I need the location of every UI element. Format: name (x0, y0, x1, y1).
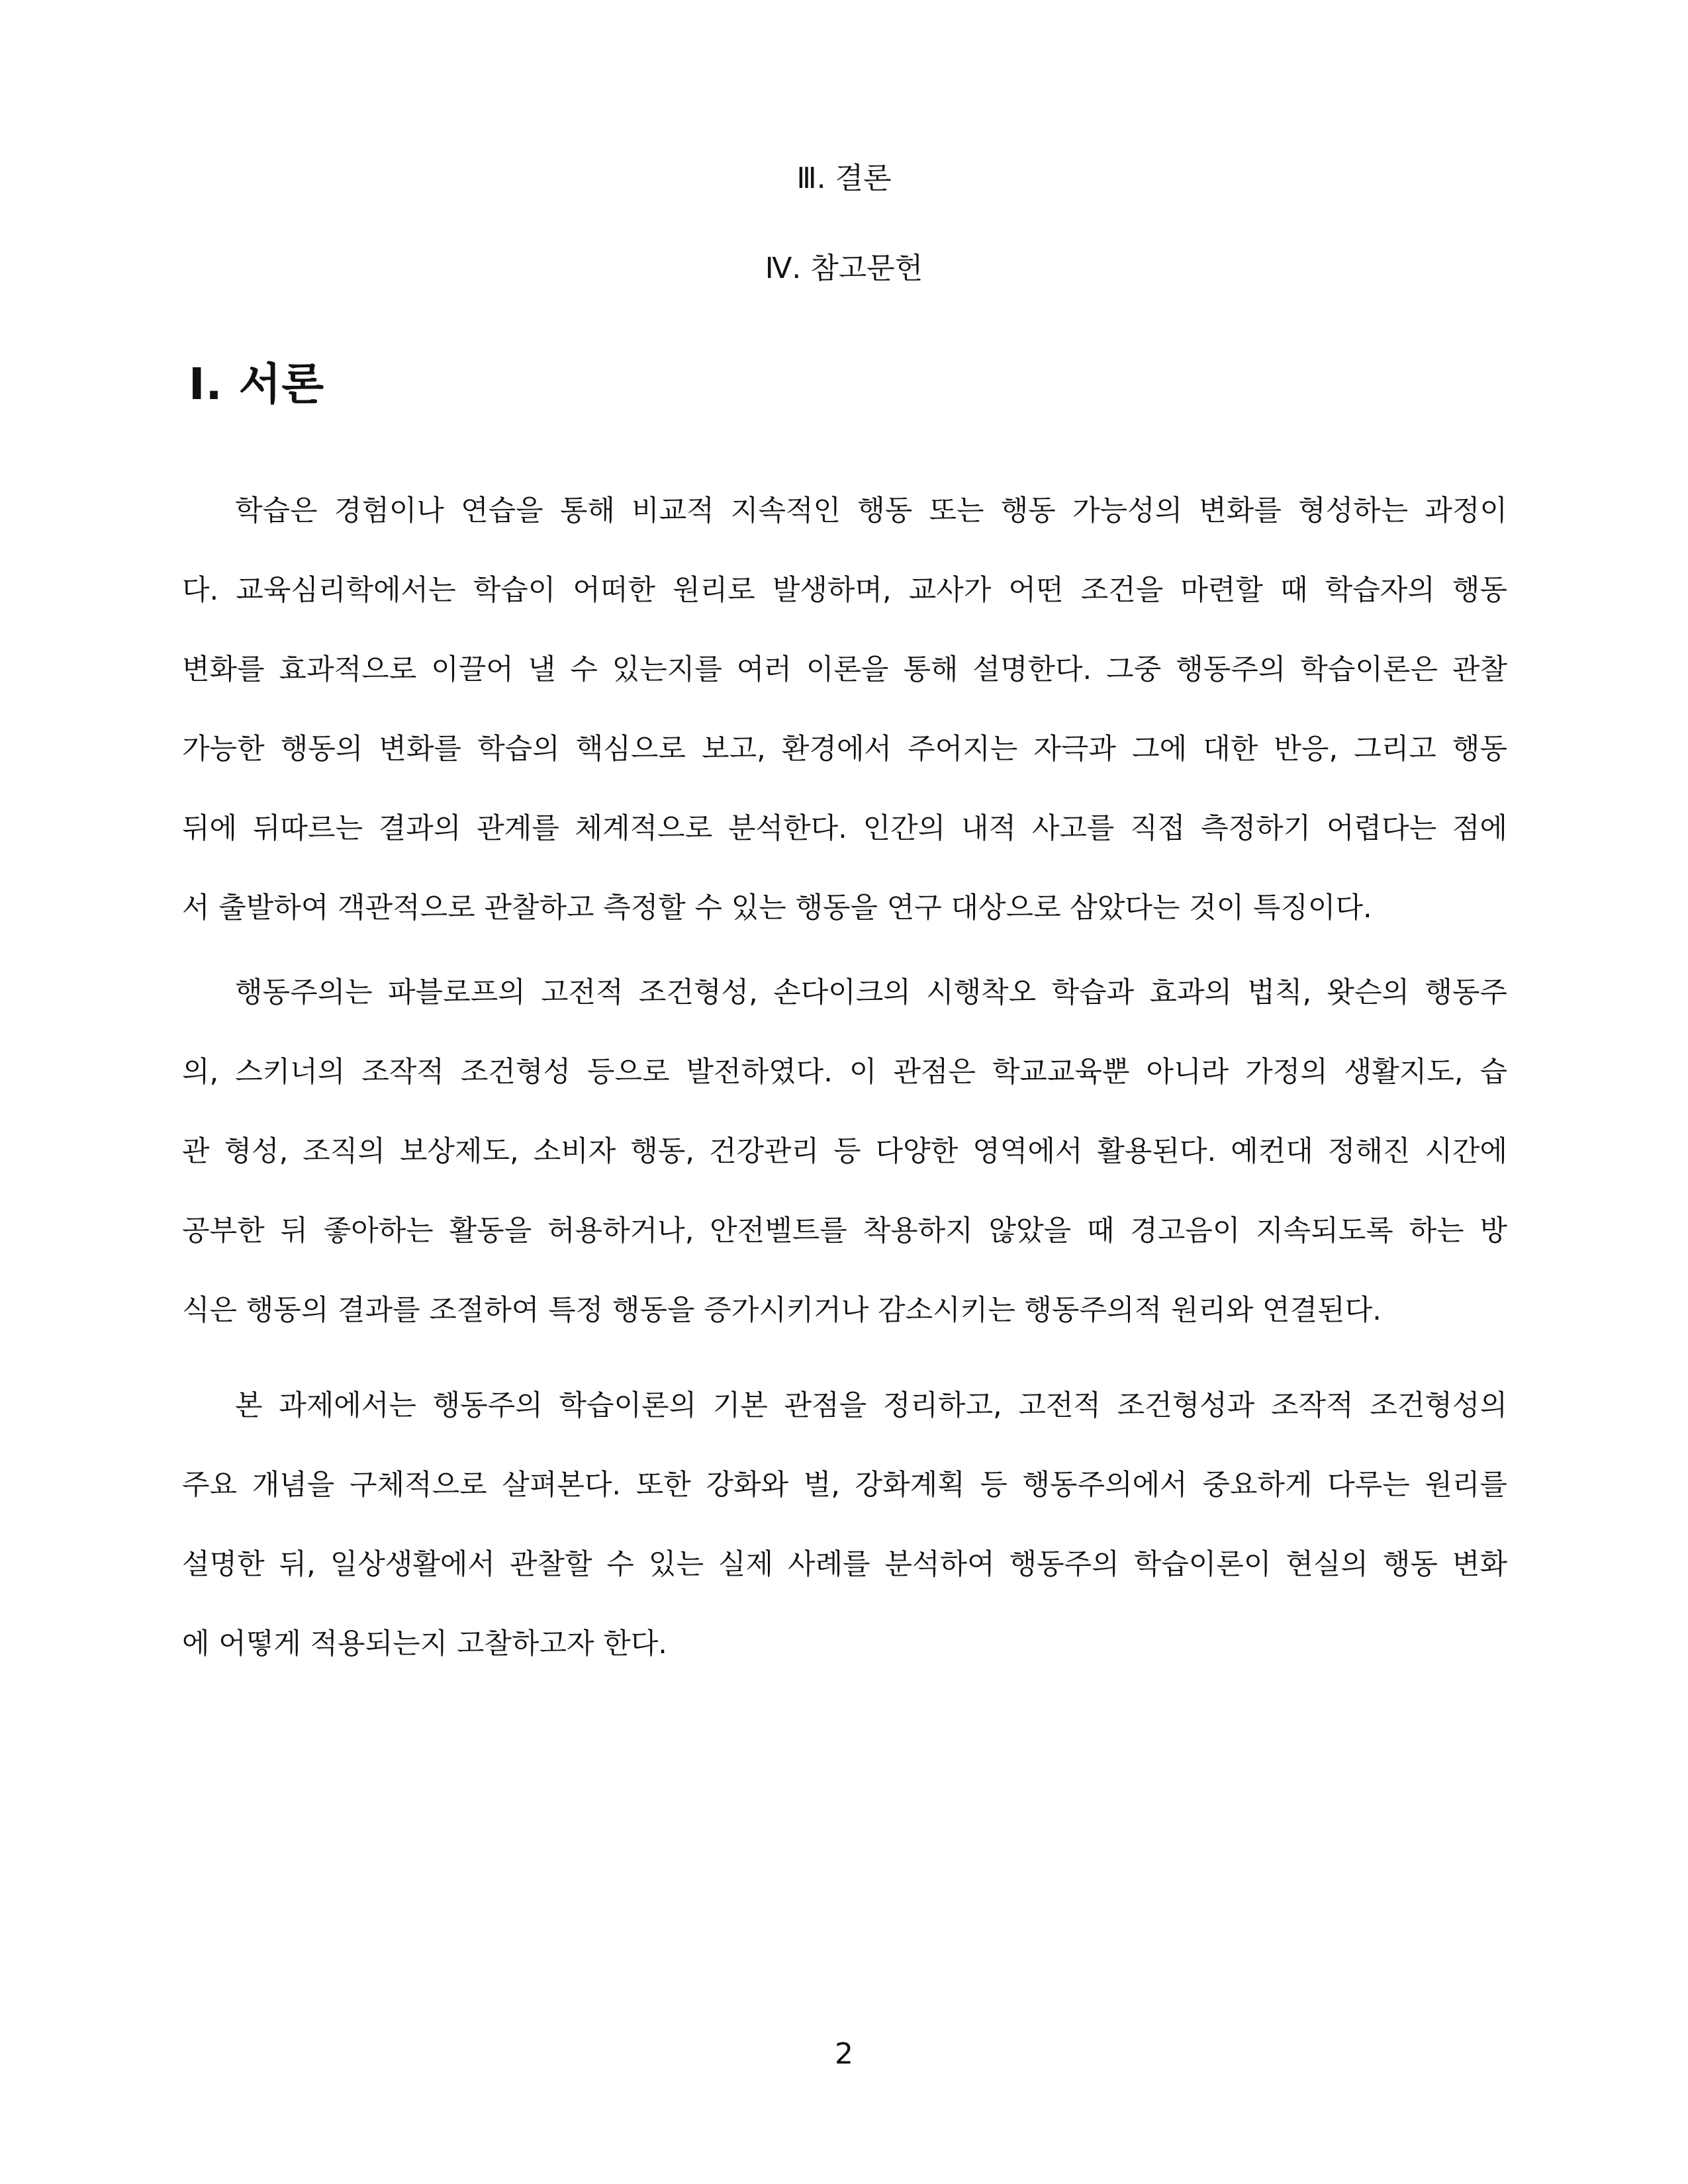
paragraph-line: 서 출발하여 객관적으로 관찰하고 측정할 수 있는 행동을 연구 대상으로 삼았다는 것이 특징이다. (182, 891, 1372, 925)
paragraph-line: 다. 교육심리학에서는 학습이 어떠한 원리로 발생하며, 교사가 어떤 조건을 마련할 때 학습자의 행동 (182, 574, 1507, 607)
paragraph-line: 설명한 뒤, 일상생활에서 관찰할 수 있는 실제 사례를 분석하여 행동주의 학습이론이 현실의 행동 변화 (182, 1548, 1507, 1581)
section-heading-introduction: Ⅰ. 서론 (189, 359, 325, 410)
paragraph-line: 주요 개념을 구체적으로 살펴본다. 또한 강화와 벌, 강화계획 등 행동주의에서 중요하게 다루는 원리를 (182, 1469, 1507, 1502)
paragraph-line: 뒤에 뒤따르는 결과의 관계를 체계적으로 분석한다. 인간의 내적 사고를 직접 측정하기 어렵다는 점에 (182, 812, 1507, 845)
paragraph-line: 변화를 효과적으로 이끌어 낼 수 있는지를 여러 이론을 통해 설명한다. 그중 행동주의 학습이론은 관찰 (182, 653, 1507, 686)
paragraph-3 (182, 1366, 1507, 1684)
paragraph-line: 공부한 뒤 좋아하는 활동을 허용하거나, 안전벨트를 착용하지 않았을 때 경고음이 지속되도록 하는 방 (182, 1214, 1507, 1248)
paragraph-line: 학습은 경험이나 연습을 통해 비교적 지속적인 행동 또는 행동 가능성의 변화를 형성하는 과정이 (235, 494, 1507, 527)
paragraph-line: 가능한 행동의 변화를 학습의 핵심으로 보고, 환경에서 주어지는 자극과 그에 대한 반응, 그리고 행동 (182, 733, 1507, 766)
paragraph-line: 의, 스키너의 조작적 조건형성 등으로 발전하였다. 이 관점은 학교교육뿐 아니라 가정의 생활지도, 습 (182, 1056, 1507, 1089)
paragraph-line: 관 형성, 조직의 보상제도, 소비자 행동, 건강관리 등 다양한 영역에서 활용된다. 예컨대 정해진 시간에 (182, 1135, 1507, 1168)
page-number: 2 (835, 2037, 853, 2071)
toc-item-conclusion: Ⅲ. 결론 (796, 161, 892, 195)
paragraph-line: 식은 행동의 결과를 조절하여 특정 행동을 증가시키거나 감소시키는 행동주의적 원리와 연결된다. (182, 1294, 1382, 1327)
paragraph-1 (182, 471, 1507, 948)
paragraph-2 (182, 953, 1507, 1350)
toc-item-references: Ⅳ. 참고문헌 (765, 251, 923, 285)
paragraph-line: 에 어떻게 적용되는지 고찰하고자 한다. (182, 1627, 667, 1661)
paragraph-line: 본 과제에서는 행동주의 학습이론의 기본 관점을 정리하고, 고전적 조건형성과 조작적 조건형성의 (235, 1389, 1507, 1422)
paragraph-line: 행동주의는 파블로프의 고전적 조건형성, 손다이크의 시행착오 학습과 효과의 법칙, 왓슨의 행동주 (235, 976, 1507, 1009)
